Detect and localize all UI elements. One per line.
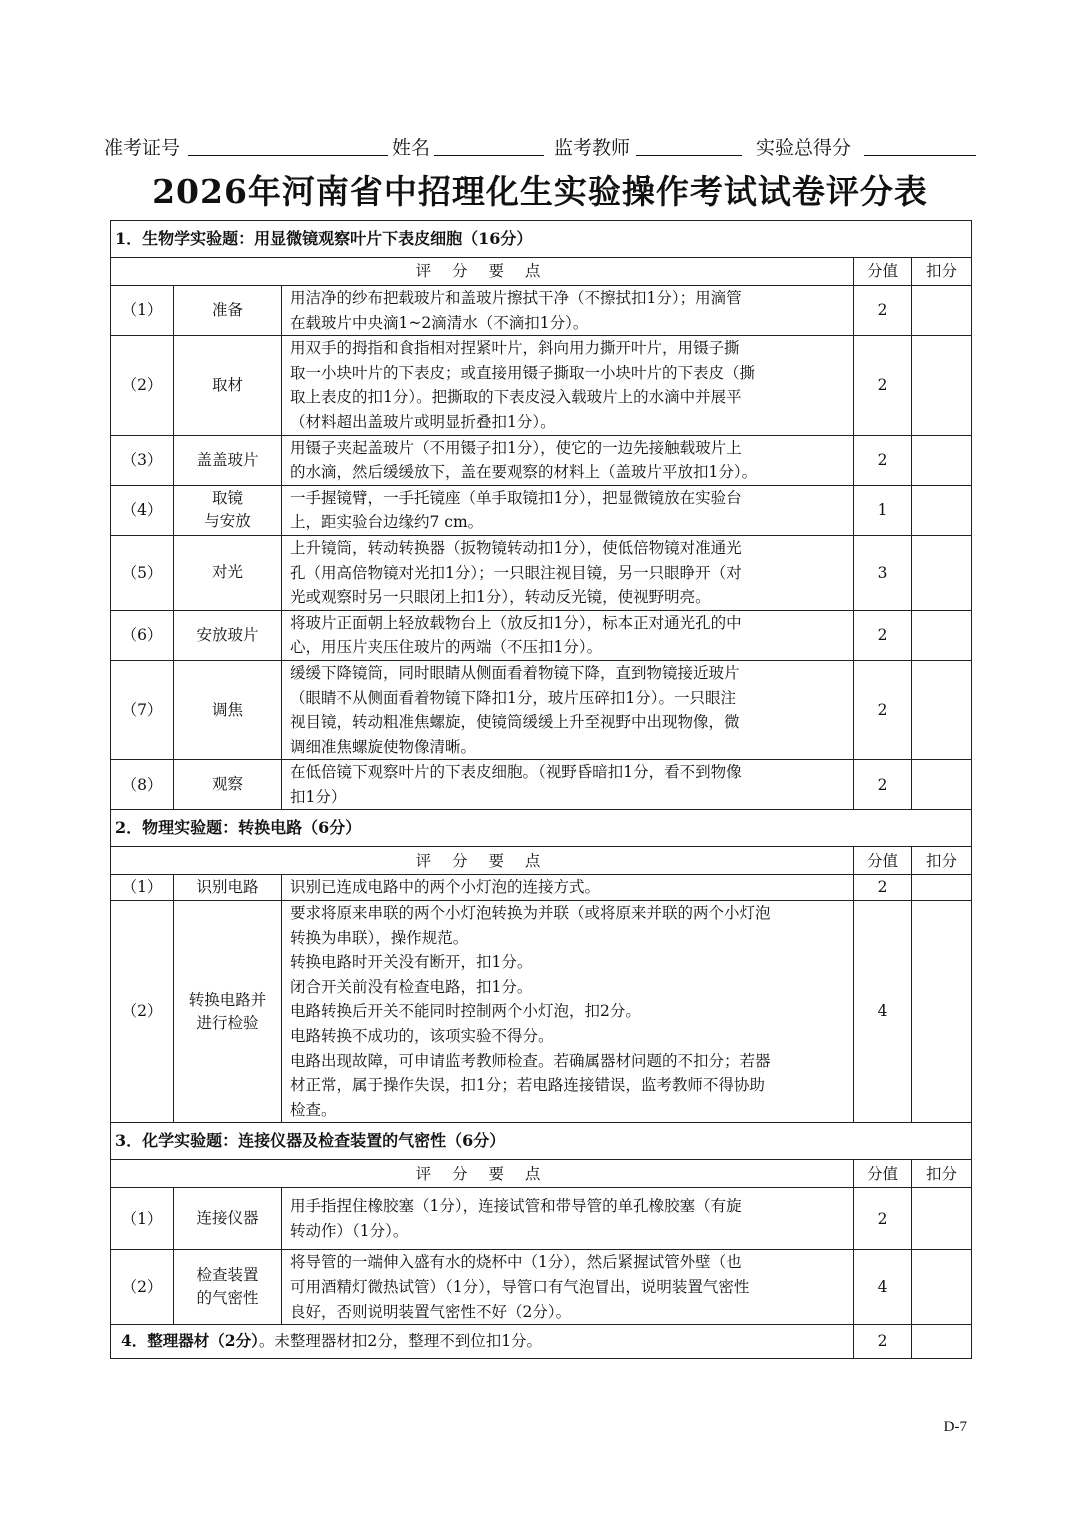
criteria-line: 将玻片正面朝上轻放载物台上（放反扣1分），标本正对通光孔的中 <box>290 613 742 632</box>
point-value: 2 <box>854 286 912 336</box>
criteria-line: 电路转换不成功的，该项实验不得分。 <box>290 1027 554 1046</box>
criteria-line: 在载玻片中央滴1~2滴清水（不滴扣1分）。 <box>290 313 589 332</box>
value-header: 分值 <box>854 847 912 875</box>
item-name-line: 观察 <box>211 775 243 794</box>
item-number: （8） <box>111 760 174 810</box>
item-name-line: 的气密性 <box>196 1289 259 1308</box>
criteria-line: 转换电路时开关没有断开，扣1分。 <box>290 953 533 972</box>
criteria-line: 上升镜筒，转动转换器（扳物镜转动扣1分），使低倍物镜对准通光 <box>290 538 742 557</box>
item-name <box>174 485 282 535</box>
criteria-line: 用手指捏住橡胶塞（1分），连接试管和带导管的单孔橡胶塞（有旋 <box>290 1197 742 1216</box>
criteria-line: 识别已连成电路中的两个小灯泡的连接方式。 <box>290 878 601 897</box>
item-name <box>174 1250 282 1325</box>
item-name-line: 转换电路并 <box>188 990 267 1009</box>
page-number: D-7 <box>943 1419 967 1435</box>
criteria-line: 转换为串联），操作规范。 <box>290 928 469 947</box>
item-name-line: 与安放 <box>204 512 251 531</box>
exam-id-label: 准考证号 <box>104 137 181 159</box>
item-number: （1） <box>111 286 174 336</box>
scoring-criteria <box>282 336 854 435</box>
table-row <box>111 286 972 336</box>
deduction-cell[interactable] <box>912 435 972 485</box>
point-value: 2 <box>854 336 912 435</box>
scoring-criteria <box>282 286 854 336</box>
point-value: 1 <box>854 485 912 535</box>
item-name-line: 盖盖玻片 <box>196 450 259 469</box>
deduction-cell[interactable] <box>912 875 972 901</box>
criteria-line: 电路出现故障，可申请监考教师检查。若确属器材问题的不扣分；若器 <box>290 1051 771 1070</box>
criteria-line: 心，用压片夹压住玻片的两端（不压扣1分）。 <box>290 638 603 657</box>
item-number: （3） <box>111 435 174 485</box>
item-name <box>174 336 282 435</box>
criteria-line: （材料超出盖玻片或明显折叠扣1分）。 <box>290 412 556 431</box>
item-name <box>174 901 282 1123</box>
criteria-line: 良好，否则说明装置气密性不好（2分）。 <box>290 1302 572 1321</box>
item-name-line: 识别电路 <box>196 878 259 897</box>
item-name-line: 取材 <box>211 375 243 394</box>
item-name-line: 检查装置 <box>196 1266 259 1285</box>
cleanup-criteria: 。未整理器材扣2分，整理不到位扣1分。 <box>258 1332 543 1351</box>
item-number: （1） <box>111 875 174 901</box>
point-value: 2 <box>854 610 912 660</box>
criteria-line: 用双手的拇指和食指相对捏紧叶片，斜向用力撕开叶片，用镊子撕 <box>290 339 740 358</box>
value-header: 分值 <box>854 1160 912 1188</box>
item-number: （7） <box>111 660 174 759</box>
criteria-line: 用镊子夹起盖玻片（不用镊子扣1分），使它的一边先接触载玻片上 <box>290 438 742 457</box>
document-title: 2026年河南省中招理化生实验操作考试试卷评分表 <box>152 172 928 211</box>
criteria-line: 缓缓下降镜筒，同时眼睛从侧面看着物镜下降，直到物镜接近玻片 <box>290 663 740 682</box>
deduction-header: 扣分 <box>912 258 972 286</box>
criteria-line: 电路转换后开关不能同时控制两个小灯泡，扣2分。 <box>290 1002 641 1021</box>
criteria-line: 取一小块叶片的下表皮；或直接用镊子撕取一小块叶片的下表皮（撕 <box>290 363 756 382</box>
point-value: 2 <box>854 760 912 810</box>
criteria-line: 光或观察时另一只眼闭上扣1分），转动反光镜，使视野明亮。 <box>290 588 711 607</box>
deduction-cell[interactable] <box>912 485 972 535</box>
proctor-blank <box>636 155 742 156</box>
scoring-table <box>110 220 972 1359</box>
item-name <box>174 1188 282 1250</box>
criteria-line: 将导管的一端伸入盛有水的烧杯中（1分），然后紧握试管外壁（也 <box>290 1253 742 1272</box>
criteria-line: 检查。 <box>290 1100 337 1119</box>
name-label: 姓名 <box>392 137 431 159</box>
scoring-criteria <box>282 760 854 810</box>
scoring-points-header: 评 分 要 点 <box>111 1160 854 1188</box>
table-row <box>111 875 972 901</box>
scoring-criteria <box>282 435 854 485</box>
table-row <box>111 336 972 435</box>
deduction-header: 扣分 <box>912 847 972 875</box>
item-number: （6） <box>111 610 174 660</box>
criteria-line: （眼睛不从侧面看着物镜下降扣1分，玻片压碎扣1分）。一只眼注 <box>290 688 736 707</box>
table-row <box>111 435 972 485</box>
scoring-criteria <box>282 485 854 535</box>
item-name <box>174 610 282 660</box>
scoring-points-header: 评 分 要 点 <box>111 847 854 875</box>
item-name-line: 对光 <box>211 563 243 582</box>
item-name <box>174 286 282 336</box>
item-name-line: 调焦 <box>211 700 243 719</box>
criteria-line: 调细准焦螺旋使物像清晰。 <box>290 737 477 756</box>
deduction-cell[interactable] <box>912 901 972 1123</box>
point-value: 2 <box>854 875 912 901</box>
scoring-criteria <box>282 660 854 759</box>
point-value: 2 <box>854 1325 912 1359</box>
deduction-cell[interactable] <box>912 535 972 610</box>
deduction-cell[interactable] <box>912 1325 972 1359</box>
deduction-cell[interactable] <box>912 286 972 336</box>
criteria-line: 转动作）（1分）。 <box>290 1221 409 1240</box>
column-header-row <box>111 258 972 286</box>
item-name <box>174 875 282 901</box>
deduction-cell[interactable] <box>912 760 972 810</box>
criteria-line: 孔（用高倍物镜对光扣1分）；一只眼注视目镜，另一只眼睁开（对 <box>290 563 742 582</box>
section-title: 1．生物学实验题：用显微镜观察叶片下表皮细胞（16分） <box>111 221 972 258</box>
deduction-cell[interactable] <box>912 336 972 435</box>
scoring-criteria <box>282 610 854 660</box>
scoring-criteria <box>282 875 854 901</box>
item-number: （2） <box>111 901 174 1123</box>
proctor-label: 监考教师 <box>554 137 631 159</box>
table-row <box>111 901 972 1123</box>
table-row <box>111 760 972 810</box>
scoring-points-header: 评 分 要 点 <box>111 258 854 286</box>
table-row <box>111 1188 972 1250</box>
scoring-criteria <box>282 1188 854 1250</box>
deduction-cell[interactable] <box>912 1250 972 1325</box>
item-name-line: 准备 <box>211 301 243 320</box>
item-number: （1） <box>111 1188 174 1250</box>
point-value: 3 <box>854 535 912 610</box>
table-row <box>111 1250 972 1325</box>
table-row <box>111 535 972 610</box>
criteria-line: 视目镜，转动粗准焦螺旋，使镜筒缓缓上升至视野中出现物像，微 <box>290 713 740 732</box>
scoring-criteria <box>282 535 854 610</box>
scoring-criteria <box>282 1250 854 1325</box>
deduction-cell[interactable] <box>912 660 972 759</box>
criteria-line: 要求将原来串联的两个小灯泡转换为并联（或将原来并联的两个小灯泡 <box>290 904 771 923</box>
cleanup-row <box>111 1325 972 1359</box>
deduction-cell[interactable] <box>912 1188 972 1250</box>
item-number: （2） <box>111 1250 174 1325</box>
item-name <box>174 535 282 610</box>
criteria-line: 可用酒精灯微热试管）（1分），导管口有气泡冒出，说明装置气密性 <box>290 1278 750 1296</box>
cleanup-title: 4．整理器材（2分） <box>121 1331 259 1351</box>
criteria-line: 用洁净的纱布把载玻片和盖玻片擦拭干净（不擦拭扣1分）；用滴管 <box>290 289 742 307</box>
total-score-blank <box>864 155 976 156</box>
table-row <box>111 610 972 660</box>
point-value: 2 <box>854 435 912 485</box>
criteria-line: 上，距实验台边缘约7 cm。 <box>290 513 484 532</box>
item-number: （4） <box>111 485 174 535</box>
point-value: 4 <box>854 901 912 1123</box>
section-title: 3．化学实验题：连接仪器及检查装置的气密性（6分） <box>111 1123 972 1160</box>
candidate-info-line <box>104 133 976 163</box>
scoring-criteria <box>282 901 854 1123</box>
exam-id-blank <box>188 155 388 156</box>
column-header-row <box>111 1160 972 1188</box>
item-name-line: 取镜 <box>211 489 243 508</box>
item-name-line: 进行检验 <box>196 1013 259 1032</box>
point-value: 4 <box>854 1250 912 1325</box>
item-name-line: 安放玻片 <box>196 625 259 644</box>
name-blank <box>434 155 544 156</box>
point-value: 2 <box>854 1188 912 1250</box>
criteria-line: 扣1分） <box>290 787 347 806</box>
total-score-label: 实验总得分 <box>756 137 852 159</box>
deduction-cell[interactable] <box>912 610 972 660</box>
item-name-line: 连接仪器 <box>196 1209 259 1228</box>
value-header: 分值 <box>854 258 912 286</box>
criteria-line: 取上表皮的扣1分）。把撕取的下表皮浸入载玻片上的水滴中并展平 <box>290 388 742 407</box>
item-name <box>174 660 282 759</box>
criteria-line: 材正常，属于操作失误，扣1分；若电路连接错误，监考教师不得协助 <box>290 1076 765 1095</box>
deduction-header: 扣分 <box>912 1160 972 1188</box>
point-value: 2 <box>854 660 912 759</box>
item-name <box>174 435 282 485</box>
table-row <box>111 660 972 759</box>
section-header-row <box>111 810 972 847</box>
item-number: （5） <box>111 535 174 610</box>
column-header-row <box>111 847 972 875</box>
criteria-line: 一手握镜臂，一手托镜座（单手取镜扣1分），把显微镜放在实验台 <box>290 488 742 507</box>
item-number: （2） <box>111 336 174 435</box>
scoring-table-body <box>111 221 972 1359</box>
cleanup-text <box>111 1325 854 1359</box>
section-title: 2．物理实验题：转换电路（6分） <box>111 810 972 847</box>
table-row <box>111 485 972 535</box>
item-name <box>174 760 282 810</box>
criteria-line: 的水滴，然后缓缓放下，盖在要观察的材料上（盖玻片平放扣1分）。 <box>290 463 758 482</box>
criteria-line: 闭合开关前没有检查电路，扣1分。 <box>290 977 533 996</box>
section-header-row <box>111 221 972 258</box>
criteria-line: 在低倍镜下观察叶片的下表皮细胞。（视野昏暗扣1分，看不到物像 <box>290 763 742 782</box>
section-header-row <box>111 1123 972 1160</box>
